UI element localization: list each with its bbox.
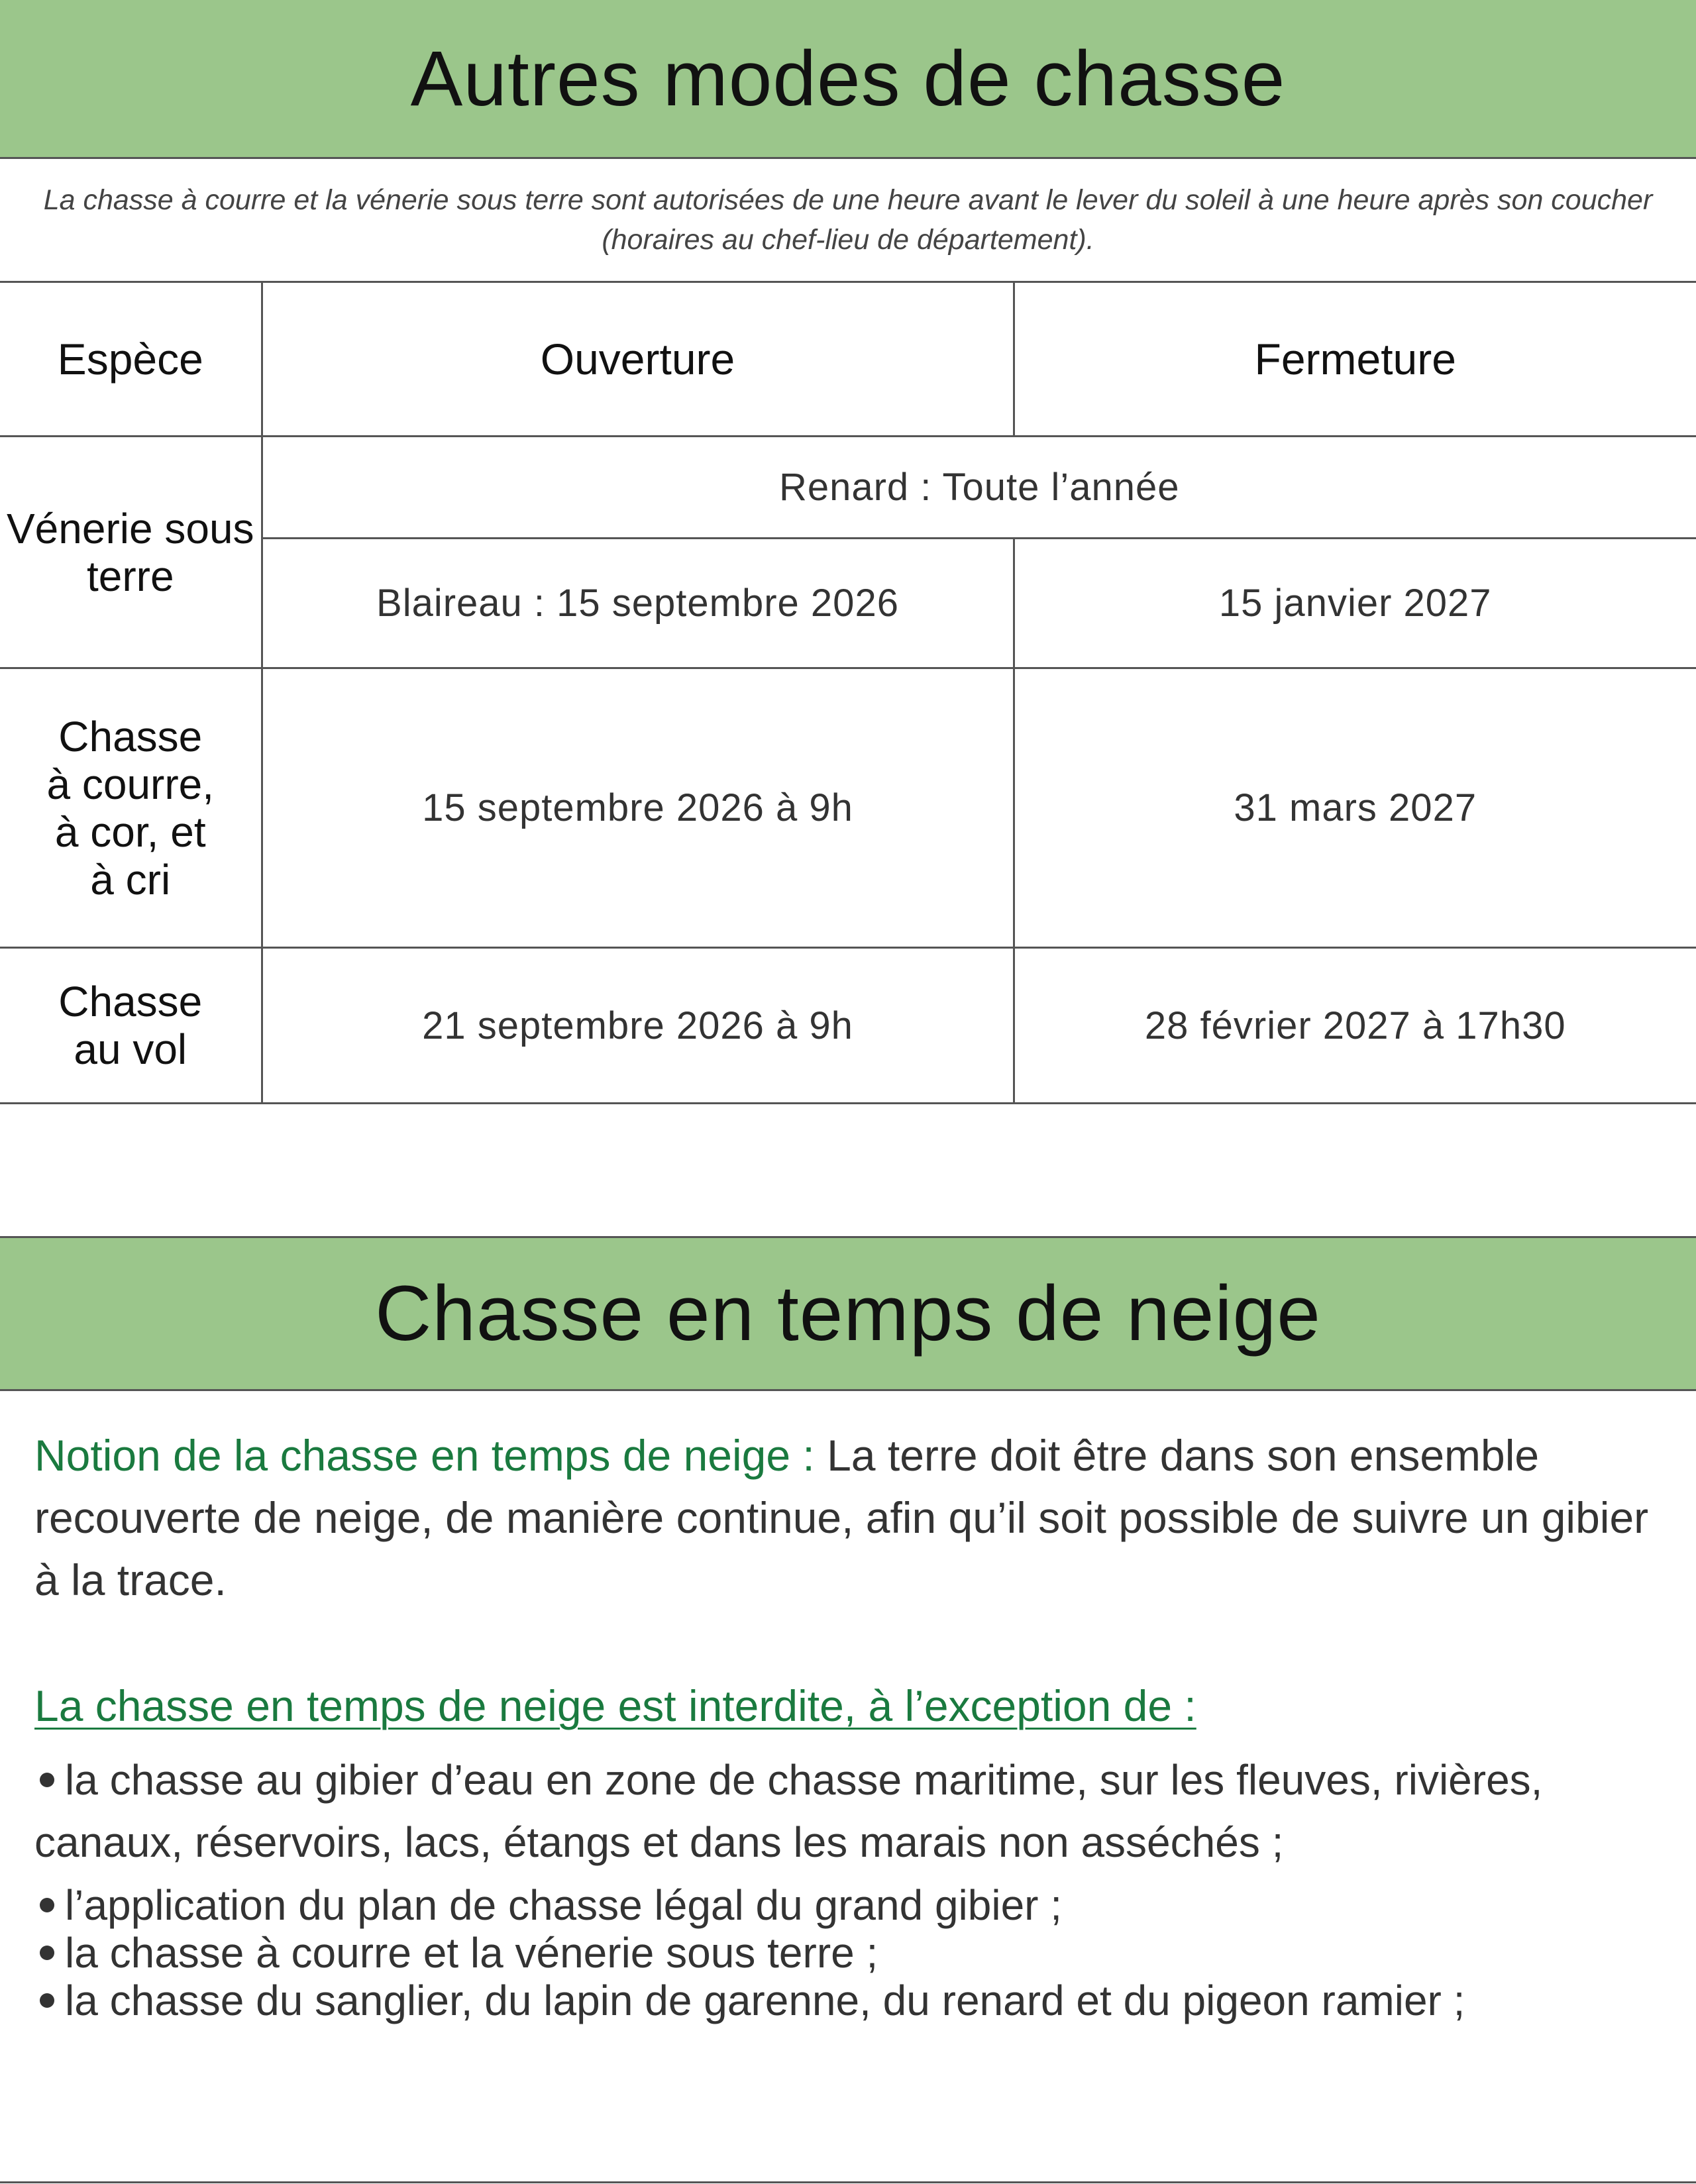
snow-notion-paragraph (34, 1424, 1684, 1611)
species-cell: Chasse au vol (0, 948, 262, 1104)
section-banner-snow (0, 1236, 1696, 1391)
bullet-icon (40, 1946, 54, 1960)
list-item: l’application du plan de chasse légal du grand gibier ; (34, 1881, 1684, 1929)
closing-cell: 31 mars 2027 (1014, 668, 1696, 948)
footer-divider (0, 2181, 1696, 2183)
bullet-icon (40, 1993, 54, 2008)
closing-cell: 15 janvier 2027 (1014, 539, 1696, 668)
list-item: la chasse à courre et la vénerie sous terre ; (34, 1929, 1684, 1977)
header-closing: Fermeture (1014, 282, 1696, 437)
notion-label: Notion de la chasse en temps de neige : (34, 1431, 815, 1480)
table-row (0, 668, 1696, 948)
notion-text: La terre doit être dans son ensemble recouverte de neige, de manière continue, afin qu’il soit possible de suivre un gibier à la trace. (34, 1431, 1649, 1604)
opening-cell: 21 septembre 2026 à 9h (262, 948, 1014, 1104)
hunting-dates-table (0, 281, 1696, 1104)
intro-paragraph: La chasse à courre et la vénerie sous terre sont autorisées de une heure avant le lever du soleil à une heure après son coucher (horaires au chef-lieu de département). (43, 184, 1653, 256)
table-row (0, 948, 1696, 1104)
species-cell: Vénerie sous terre (0, 437, 262, 668)
opening-cell: 15 septembre 2026 à 9h (262, 668, 1014, 948)
header-opening: Ouverture (262, 282, 1014, 437)
header-species: Espèce (0, 282, 262, 437)
section-banner-other-modes (0, 0, 1696, 159)
opening-cell: Blaireau : 15 septembre 2026 (262, 539, 1014, 668)
exception-heading: La chasse en temps de neige est interdite, à l’exception de : (34, 1681, 1196, 1730)
closing-cell: 28 février 2027 à 17h30 (1014, 948, 1696, 1104)
list-item: la chasse au gibier d’eau en zone de chasse maritime, sur les fleuves, rivières, canaux, réservoirs, lacs, étangs et dans les marais non asséchés ; (34, 1756, 1543, 1866)
section-title: Autres modes de chasse (410, 34, 1286, 123)
list-item: la chasse du sanglier, du lapin de garenne, du renard et du pigeon ramier ; (34, 1977, 1684, 2024)
table-header-row (0, 282, 1696, 437)
exception-list (34, 1749, 1684, 2024)
table-row (0, 437, 1696, 539)
renard-cell: Renard : Toute l’année (262, 437, 1696, 539)
bullet-icon (40, 1898, 54, 1912)
species-cell: Chasse à courre, à cor, et à cri (0, 668, 262, 948)
section-title: Chasse en temps de neige (375, 1270, 1321, 1357)
bullet-icon (40, 1773, 54, 1787)
